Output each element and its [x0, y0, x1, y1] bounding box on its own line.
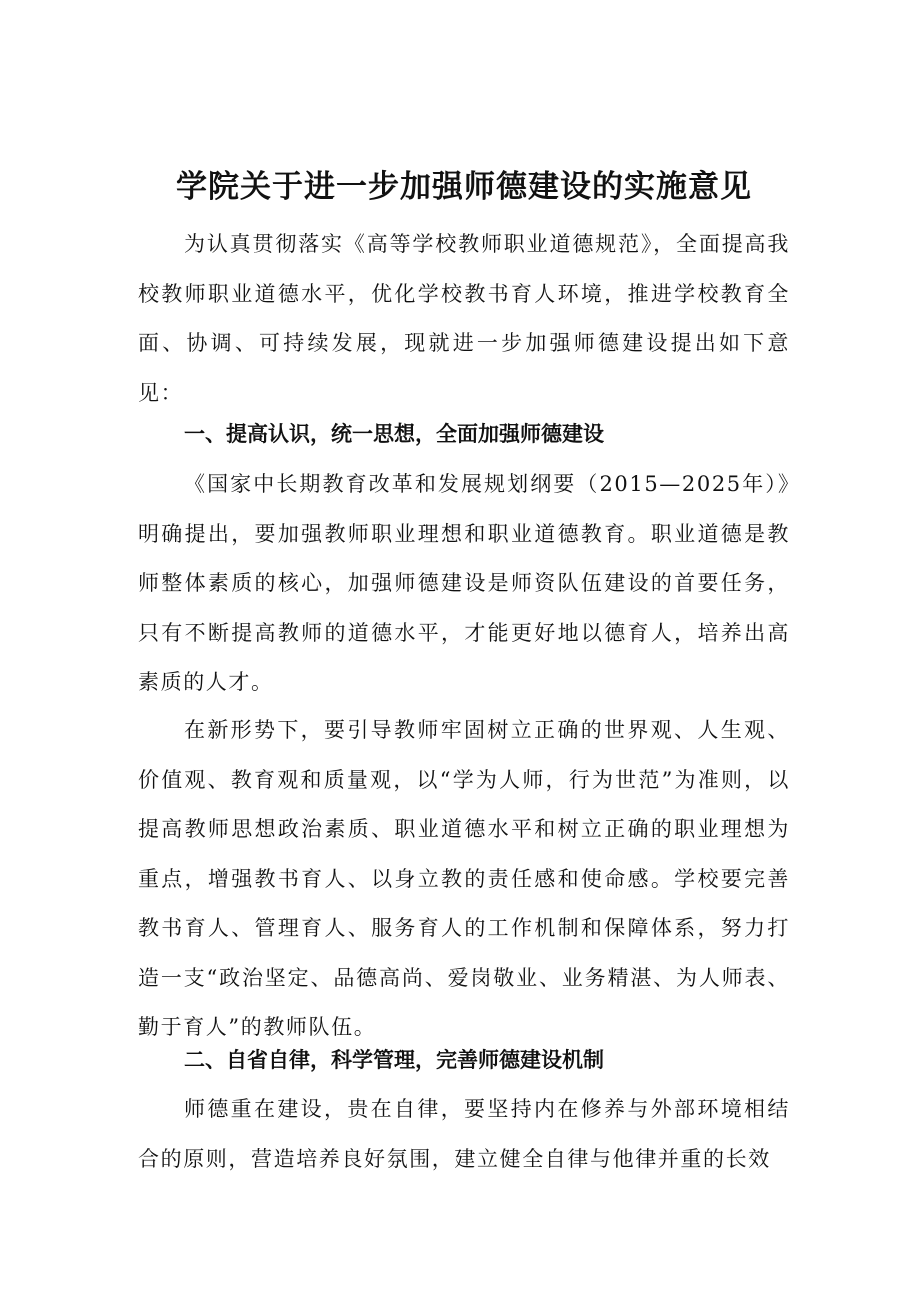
intro-paragraph: 为认真贯彻落实《高等学校教师职业道德规范》，全面提高我校教师职业道德水平，优化学校教书育人环境，推进学校教育全面、协调、可持续发展，现就进一步加强师德建设提出如下意见： — [138, 232, 790, 405]
section-1-paragraph-2: 在新形势下，要引导教师牢固树立正确的世界观、人生观、价值观、教育观和质量观，以“学为人师，行为世范”为准则，以提高教师思想政治素质、职业道德水平和树立正确的职业理想为重点，增强教书育人、以身立教的责任感和使命感。学校要完善教书育人、管理育人、服务育人的工作机制和保障体系，努力打造一支“政治坚定、品德高尚、爱岗敬业、业务精湛、为人师表、勤于育人”的教师队伍。 — [138, 718, 790, 1039]
section-2-paragraph-1: 师德重在建设，贵在自律，要坚持内在修养与外部环境相结合的原则，营造培养良好氛围，建立健全自律与他律并重的长效 — [138, 1097, 790, 1171]
section-1-heading: 一、提高认识，统一思想，全面加强师德建设 — [184, 422, 604, 446]
section-2-heading: 二、自省自律，科学管理，完善师德建设机制 — [184, 1048, 604, 1072]
document-title: 学院关于进一步加强师德建设的实施意见 — [176, 168, 752, 205]
section-1-paragraph-1: 《国家中长期教育改革和发展规划纲要（2015—2025年）》明确提出，要加强教师职业理想和职业道德教育。职业道德是教师整体素质的核心，加强师德建设是师资队伍建设的首要任务，只有不断提高教师的道德水平，才能更好地以德育人，培养出高素质的人才。 — [138, 472, 790, 694]
